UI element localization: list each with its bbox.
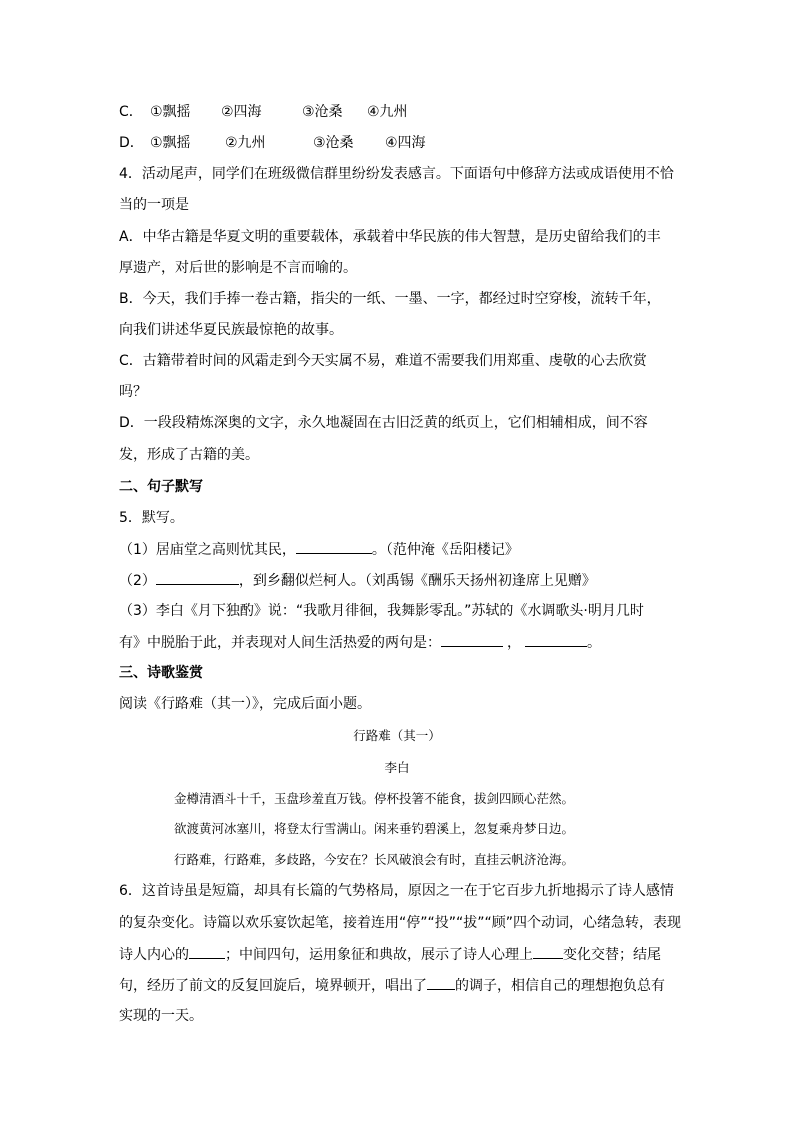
q6-stem-line4 [119,975,689,996]
q6-text: 变化交替；结尾 [563,947,661,963]
q6-text: 诗人内心的 [119,947,189,963]
q6-text: 句，经历了前文的反复回旋后，境界顿开，唱出了 [119,978,427,994]
q6-stem-line5: 实现的一天。 [119,1008,203,1024]
poem-reading-instruction: 阅读《行路难（其一）》，完成后面小题。 [119,696,371,712]
option-item: ①飘摇 [150,135,191,151]
q3-option-c [119,102,689,122]
q6-answer-blank-2[interactable] [533,944,563,959]
q4-option-b-cont: 向我们讲述华夏民族最惊艳的故事。 [119,322,343,338]
q5-2-prefix: （2） [119,573,156,589]
q4-option-c-cont: 吗？ [119,384,147,400]
section3-title: 三、诗歌鉴赏 [119,665,203,681]
q3-option-d [119,133,689,153]
q4-option-c: C．古籍带着时间的风霜走到今天实属不易，难道不需要我们用郑重、虔敬的心去欣赏 [119,353,647,369]
option-item: ②九州 [225,135,266,151]
section2-title: 二、句子默写 [119,479,203,495]
q6-answer-blank-3[interactable] [427,975,455,990]
q4-stem: 4．活动尾声，同学们在班级微信群里纷纷发表感言。下面语句中修辞方法或成语使用不恰 [119,166,674,182]
q5-item-2 [119,570,689,591]
poem-line: 行路难，行路难，多歧路，今安在？长风破浪会有时，直挂云帆济沧海。 [174,852,575,867]
q5-stem: 5．默写。 [119,510,184,526]
option-item: ④四海 [385,135,426,151]
option-item: ①飘摇 [150,104,191,120]
q5-1-suffix: 。（范仲淹《岳阳楼记》 [371,542,519,558]
q6-text: ；中间四句，运用象征和典故，展示了诗人心理上 [225,947,533,963]
q5-item-3-cont [119,632,689,653]
q5-3-end: 。 [587,635,601,651]
q6-stem: 6．这首诗虽是短篇，却具有长篇的气势格局，原因之一在于它百步九折地揭示了诗人感情 [119,883,674,899]
option-item: ④九州 [367,104,408,120]
q5-3-separator: ， [507,635,521,651]
poem-author: 李白 [384,760,410,775]
q4-option-d-cont: 发，形成了古籍的美。 [119,447,259,463]
q4-option-b: B．今天，我们手捧一卷古籍，指尖的一纸、一墨、一字，都经过时空穿梭，流转千年， [119,291,661,307]
q4-option-a-cont: 厚遗产，对后世的影响是不言而喻的。 [119,260,357,276]
q5-3-prefix: 有》中脱胎于此，并表现对人间生活热爱的两句是： [119,635,441,651]
option-letter: D． [119,135,144,151]
poem-line: 欲渡黄河冰塞川，将登太行雪满山。闲来垂钓碧溪上，忽复乘舟梦日边。 [174,821,575,836]
q5-3-answer-blank-1[interactable] [441,632,503,647]
poem-title: 行路难（其一） [353,728,441,743]
q5-1-answer-blank[interactable] [296,539,372,554]
q6-text: 的调子，相信自己的理想抱负总有 [455,978,665,994]
q5-item-1 [119,539,689,560]
option-item: ②四海 [221,104,262,120]
q4-option-a: A．中华古籍是华夏文明的重要载体，承载着中华民族的伟大智慧，是历史留给我们的丰 [119,229,661,245]
q5-2-suffix: ，到乡翻似烂柯人。（刘禹锡《酬乐天扬州初逢席上见赠》 [238,573,596,589]
q4-stem-cont: 当的一项是 [119,197,189,213]
option-letter: C． [119,104,143,120]
option-item: ③沧桑 [302,104,343,120]
q5-3-answer-blank-2[interactable] [525,632,587,647]
q5-item-3: （3）李白《月下独酌》说：“我歌月徘徊，我舞影零乱。”苏轼的《水调歌头·明月几时 [119,603,644,619]
q4-option-d: D．一段段精炼深奥的文字，永久地凝固在古旧泛黄的纸页上，它们相辅相成，间不容 [119,415,648,431]
poem-line: 金樽清酒斗十千，玉盘珍羞直万钱。停杯投箸不能食，拔剑四顾心茫然。 [174,791,575,806]
q6-stem-line3 [119,944,689,965]
q5-2-answer-blank[interactable] [156,570,239,585]
q6-answer-blank-1[interactable] [189,944,225,959]
q6-stem-cont: 的复杂变化。诗篇以欢乐宴饮起笔，接着连用“停”“投”“拔”“顾”四个动词，心绪急转，表现 [119,915,682,931]
option-item: ③沧桑 [313,135,354,151]
q5-1-prefix: （1）居庙堂之高则忧其民， [119,542,296,558]
